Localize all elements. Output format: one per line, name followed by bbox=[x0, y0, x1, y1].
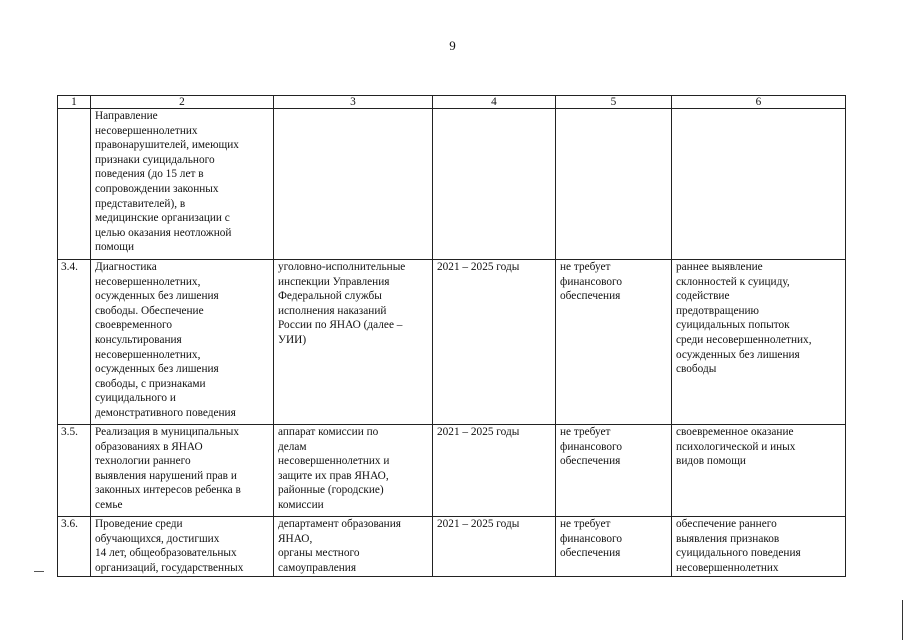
measures-table bbox=[57, 95, 846, 577]
result-cell bbox=[672, 109, 846, 260]
measure-cell: Диагностика несовершеннолетних, осужденных без лишения свободы. Обеспечение своевременного консультирования несовершеннолетних, осужденных без лишения свободы, с признаками суицидального и демонстративного поведения bbox=[91, 260, 274, 425]
table-row bbox=[58, 517, 846, 577]
executor-cell: департамент образования ЯНАО, органы местного самоуправления bbox=[274, 517, 433, 577]
measure-cell: Реализация в муниципальных образованиях в ЯНАО технологии раннего выявления нарушений прав и законных интересов ребенка в семье bbox=[91, 425, 274, 517]
funding-cell: не требует финансового обеспечения bbox=[556, 260, 672, 425]
table-row bbox=[58, 109, 846, 260]
column-header-1: 1 bbox=[58, 96, 91, 109]
period-cell: 2021 – 2025 годы bbox=[433, 260, 556, 425]
column-header-3: 3 bbox=[274, 96, 433, 109]
funding-cell bbox=[556, 109, 672, 260]
row-number bbox=[58, 109, 91, 260]
period-cell: 2021 – 2025 годы bbox=[433, 425, 556, 517]
funding-cell: не требует финансового обеспечения bbox=[556, 517, 672, 577]
result-cell: своевременное оказание психологической и иных видов помощи bbox=[672, 425, 846, 517]
scan-mark bbox=[34, 571, 44, 572]
column-header-4: 4 bbox=[433, 96, 556, 109]
executor-cell: уголовно-исполнительные инспекции Управления Федеральной службы исполнения наказаний России по ЯНАО (далее – УИИ) bbox=[274, 260, 433, 425]
result-cell: раннее выявление склонностей к суициду, содействие предотвращению суицидальных попыток среди несовершеннолетних, осужденных без лишения свободы bbox=[672, 260, 846, 425]
measure-cell: Направление несовершеннолетних правонарушителей, имеющих признаки суицидального поведения (до 15 лет в сопровождении законных представителей), в медицинские организации с целью оказания неотложной помощи bbox=[91, 109, 274, 260]
row-number: 3.6. bbox=[58, 517, 91, 577]
measure-cell: Проведение среди обучающихся, достигших 14 лет, общеобразовательных организаций, государственных bbox=[91, 517, 274, 577]
page-number: 9 bbox=[449, 38, 456, 53]
table-row bbox=[58, 260, 846, 425]
column-header-2: 2 bbox=[91, 96, 274, 109]
period-cell bbox=[433, 109, 556, 260]
column-header-5: 5 bbox=[556, 96, 672, 109]
executor-cell: аппарат комиссии по делам несовершеннолетних и защите их прав ЯНАО, районные (городские) комиссии bbox=[274, 425, 433, 517]
page-edge-line bbox=[902, 600, 903, 640]
period-cell: 2021 – 2025 годы bbox=[433, 517, 556, 577]
executor-cell bbox=[274, 109, 433, 260]
table-header-row bbox=[58, 96, 846, 109]
table-row bbox=[58, 425, 846, 517]
funding-cell: не требует финансового обеспечения bbox=[556, 425, 672, 517]
row-number: 3.5. bbox=[58, 425, 91, 517]
column-header-6: 6 bbox=[672, 96, 846, 109]
result-cell: обеспечение раннего выявления признаков суицидального поведения несовершеннолетних bbox=[672, 517, 846, 577]
row-number: 3.4. bbox=[58, 260, 91, 425]
